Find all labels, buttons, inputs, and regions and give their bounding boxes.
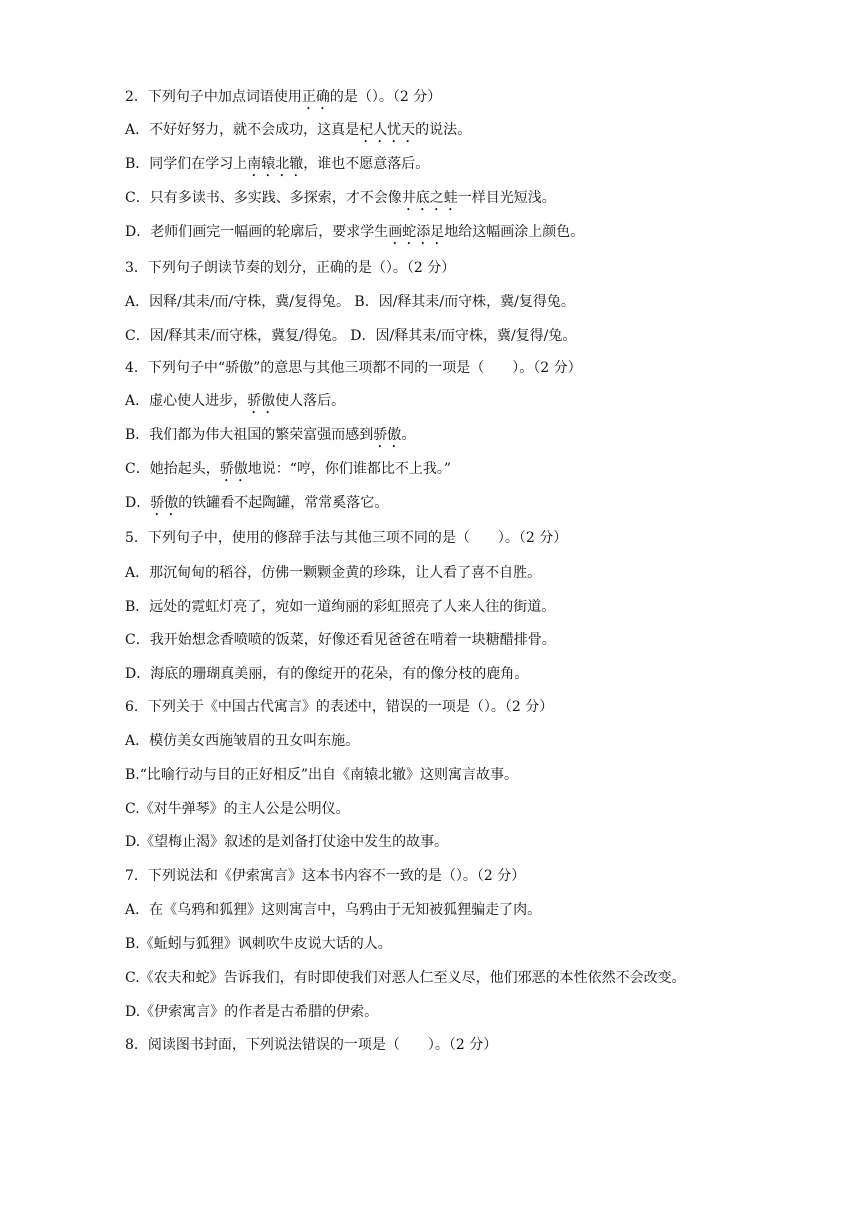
emphasized-word: 骄傲 [373,427,402,443]
options-3ab: A．因释/其耒/而/守株，冀/复得兔。 B．因/释其耒/而守株，冀/复得兔。 [125,294,575,310]
question-3: 3．下列句子朗读节奏的划分，正确的是（）。（2 分） [125,260,456,276]
option-5a: A．那沉甸甸的稻谷，仿佛一颗颗金黄的珍珠，让人看了喜不自胜。 [125,565,542,581]
question-4: 4．下列句子中“骄傲”的意思与其他三项都不同的一项是（ ）。（2 分） [125,360,582,376]
option-7d: D.《伊索寓言》的作者是古希腊的伊索。 [125,1004,379,1020]
question-2: 2．下列句子中加点词语使用正确的是（）。（2 分） [125,89,442,105]
question-7: 7．下列说法和《伊索寓言》这本书内容不一致的是（）。（2 分） [125,868,526,884]
option-4c: C．她抬起头，骄傲地说：“哼，你们谁都比不上我。” [125,461,452,477]
emphasized-word: 骄傲 [219,461,248,477]
option-4d: D．骄傲的铁罐看不起陶罐，常常奚落它。 [125,495,389,511]
question-8: 8．阅读图书封面，下列说法错误的一项是（ ）。（2 分） [125,1037,498,1053]
emphasized-word: 南辕北辙 [247,156,304,172]
emphasized-word: 画蛇添足 [388,224,445,240]
option-4a: A．虚心使人进步，骄傲使人落后。 [125,393,346,409]
option-2a: A．不好好努力，就不会成功，这真是杞人忧天的说法。 [125,122,472,138]
option-4b: B．我们都为伟大祖国的繁荣富强而感到骄傲。 [125,427,416,443]
option-6c: C.《对牛弹琴》的主人公是公明仪。 [125,801,350,817]
option-2c: C．只有多读书、多实践、多探索，才不会像井底之蛙一样目光短浅。 [125,190,556,206]
option-7c: C.《农夫和蛇》告诉我们，有时即使我们对恶人仁至义尽，他们邪恶的本性依然不会改变。 [125,970,686,986]
option-2b: B．同学们在学习上南辕北辙，谁也不愿意落后。 [125,156,430,172]
emphasized-word: 井底之蛙 [401,190,458,206]
option-2d: D．老师们画完一幅画的轮廓后，要求学生画蛇添足地给这幅画涂上颜色。 [125,224,585,240]
option-7b: B.《蚯蚓与狐狸》讽刺吹牛皮说大话的人。 [125,936,392,952]
options-3cd: C．因/释其耒/而守株，冀复/得兔。 D．因/释其耒/而守株，冀/复得/兔。 [125,328,577,344]
question-6: 6．下列关于《中国古代寓言》的表述中，错误的一项是（）。（2 分） [125,699,554,715]
option-6d: D.《望梅止渴》叙述的是刘备打仗途中发生的故事。 [125,834,449,850]
emphasized-word: 杞人忧天 [359,122,416,138]
option-5c: C．我开始想念香喷喷的饭菜，好像还看见爸爸在啃着一块糖醋排骨。 [125,632,556,648]
option-7a: A．在《乌鸦和狐狸》这则寓言中，乌鸦由于无知被狐狸骗走了肉。 [125,902,542,918]
option-6b: B.“比喻行动与目的正好相反”出自《南辕北辙》这则寓言故事。 [125,767,519,783]
question-5: 5．下列句子中，使用的修辞手法与其他三项不同的是（ ）。（2 分） [125,530,568,546]
option-5d: D．海底的珊瑚真美丽，有的像绽开的花朵，有的像分枝的鹿角。 [125,666,529,682]
emphasized-word: 骄傲 [150,495,179,511]
option-6a: A．模仿美女西施皱眉的丑女叫东施。 [125,733,360,749]
emphasized-word: 正确 [301,89,330,105]
option-5b: B．远处的霓虹灯亮了，宛如一道绚丽的彩虹照亮了人来人往的街道。 [125,599,556,615]
emphasized-word: 骄傲 [247,393,276,409]
